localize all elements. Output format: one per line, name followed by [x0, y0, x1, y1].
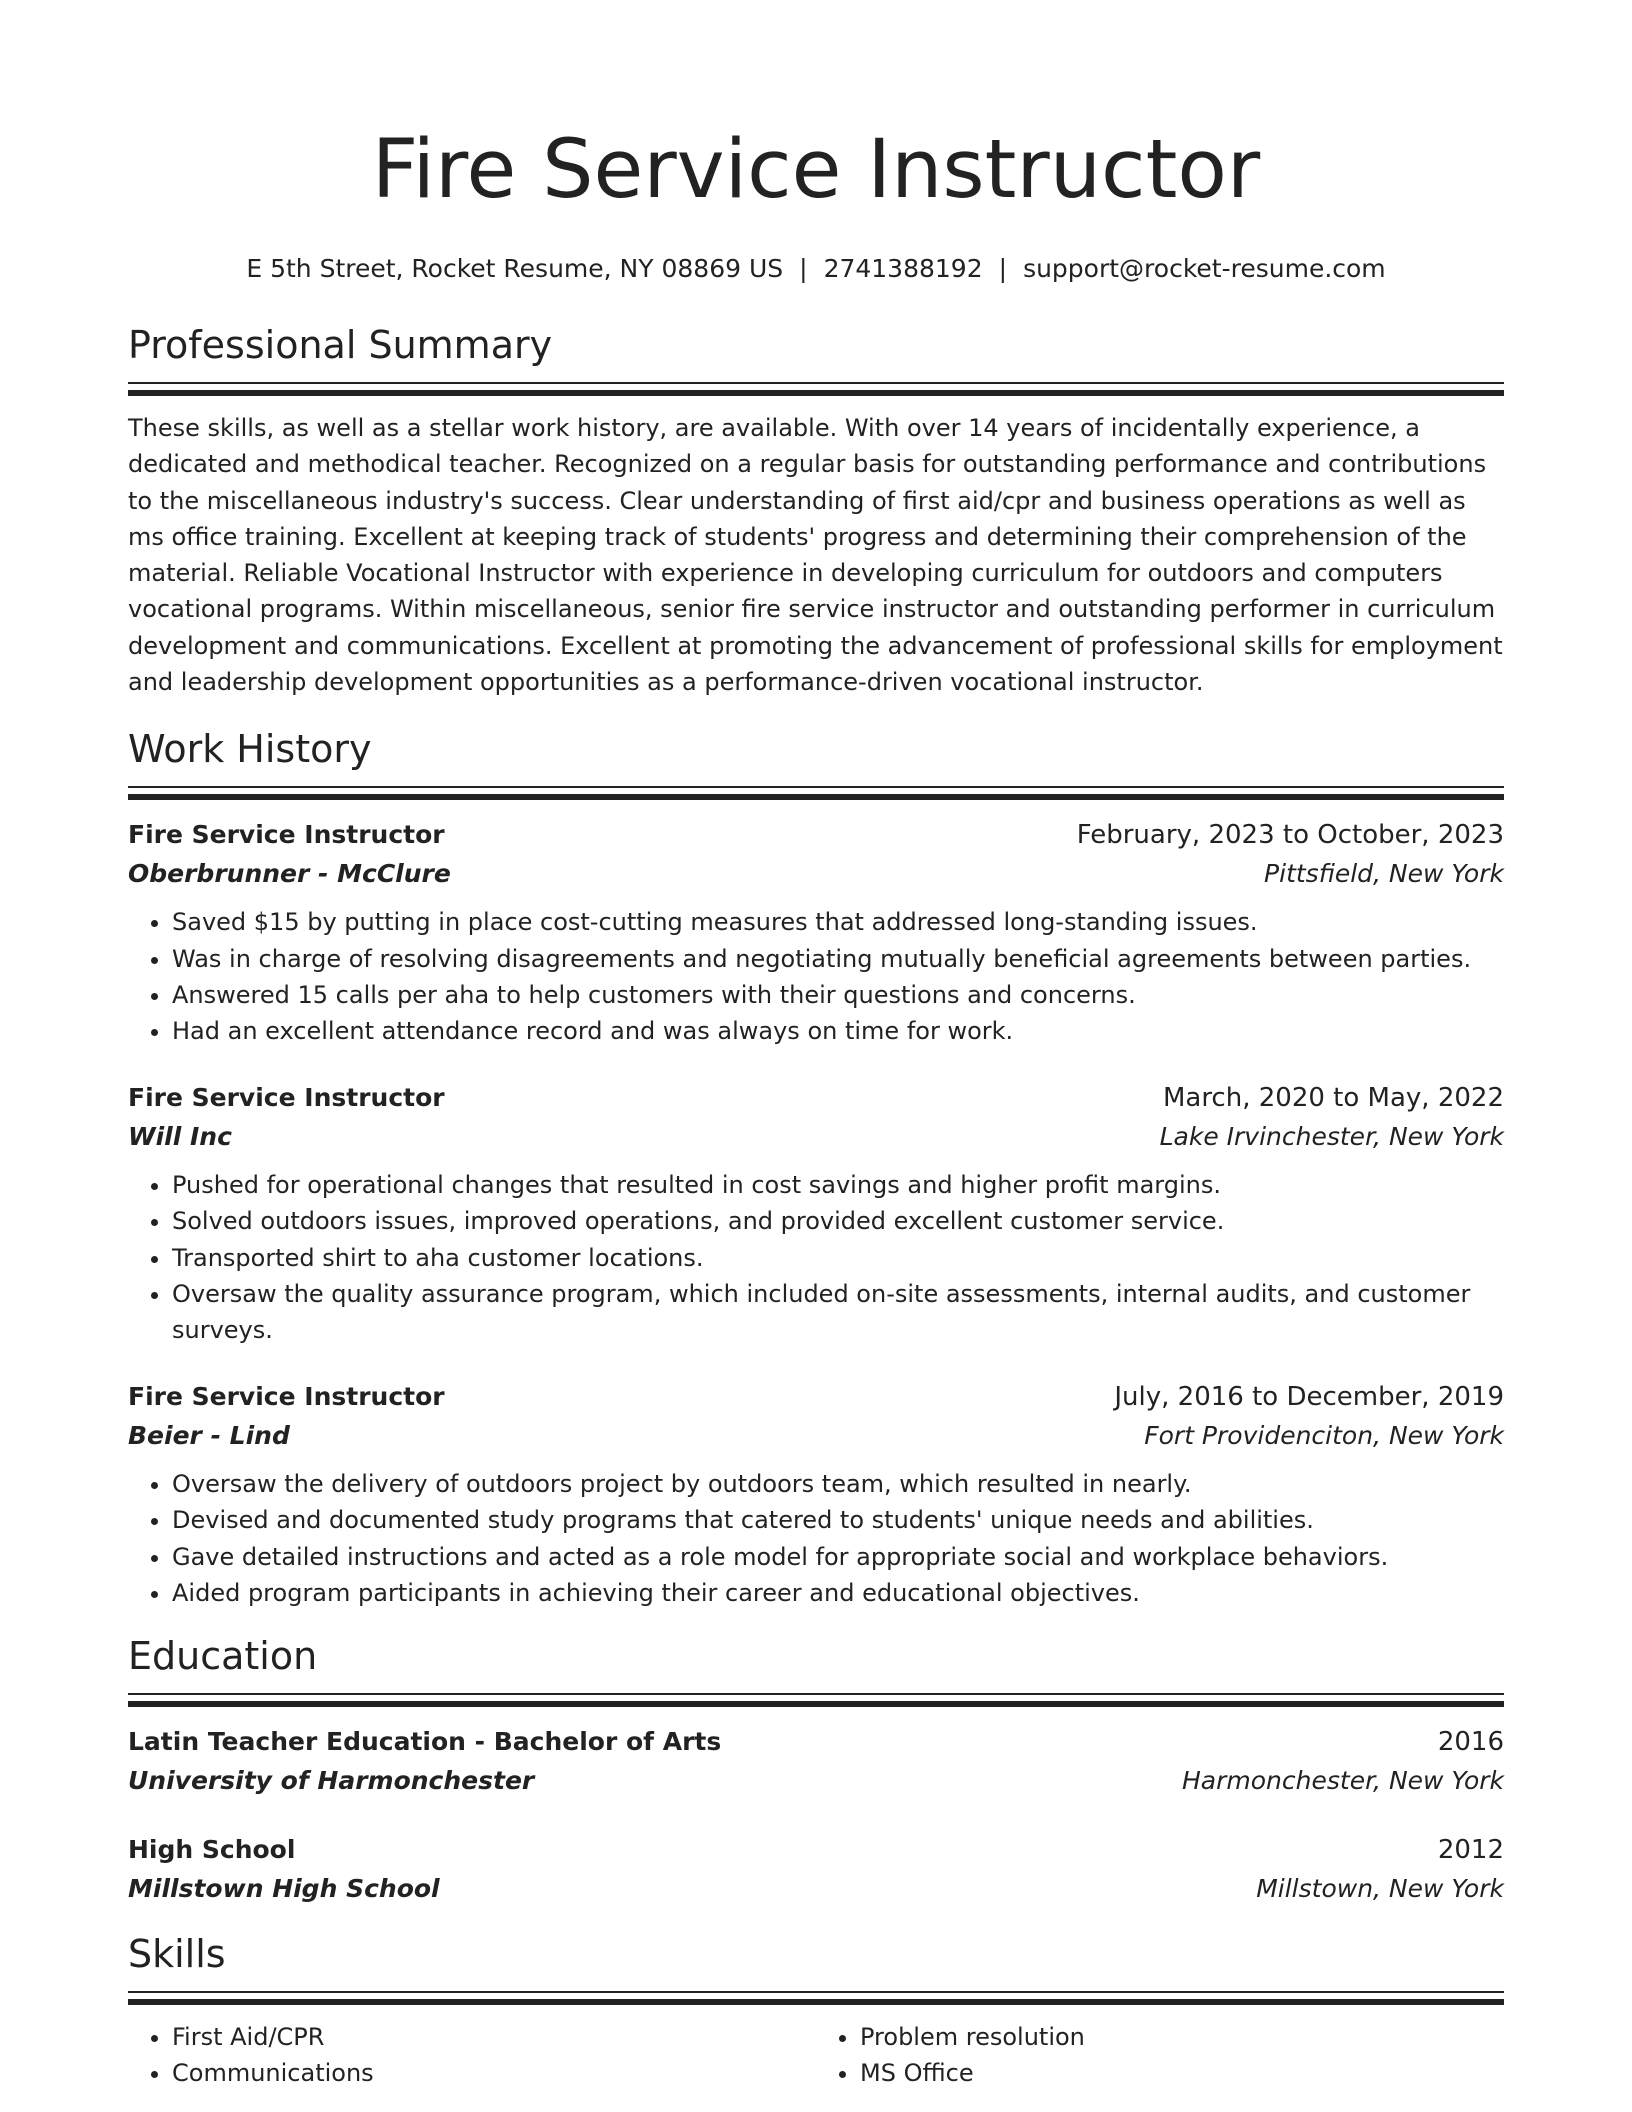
job-bullet: • Oversaw the delivery of outdoors project by outdoors team, which resulted in nearly.	[172, 1466, 1504, 1502]
job-dates: March, 2020 to May, 2022	[1162, 1083, 1504, 1114]
summary-section	[128, 320, 1504, 700]
job-bullet: • Saved $15 by putting in place cost-cutting measures that addressed long-standing issues.	[172, 904, 1504, 940]
job-bullet: • Pushed for operational changes that resulted in cost savings and higher profit margins.	[172, 1167, 1504, 1203]
job-dates: July, 2016 to December, 2019	[1114, 1382, 1504, 1413]
skills-section	[128, 1929, 1504, 2091]
job-bullets	[128, 904, 1504, 1049]
education-location: Harmonchester, New York	[1182, 1766, 1504, 1796]
education-year: 2012	[1437, 1835, 1504, 1866]
contact-address: E 5th Street, Rocket Resume, NY 08869 US	[246, 254, 784, 283]
skill-item: • Communications	[172, 2055, 816, 2091]
job-location: Pittsfield, New York	[1264, 859, 1504, 889]
skill-item: • MS Office	[860, 2055, 1504, 2091]
education-entry	[128, 1831, 1504, 1909]
work-history-section	[128, 724, 1504, 1611]
job-location: Lake Irvinchester, New York	[1159, 1122, 1504, 1152]
job-company: Oberbrunner - McClure	[128, 859, 451, 889]
job-bullet: • Had an excellent attendance record and was always on time for work.	[172, 1013, 1504, 1049]
education-section	[128, 1631, 1504, 1909]
section-heading-work: Work History	[128, 727, 372, 772]
skills-column-right	[816, 2019, 1504, 2091]
skills-column-left	[128, 2019, 816, 2091]
job-entry	[128, 1378, 1504, 1611]
job-company: Beier - Lind	[128, 1421, 290, 1451]
job-bullet: • Devised and documented study programs that catered to students' unique needs and abilities.	[172, 1502, 1504, 1538]
job-title: Fire Service Instructor	[128, 1382, 445, 1412]
job-bullet: • Transported shirt to aha customer locations.	[172, 1240, 1504, 1276]
contact-line	[128, 252, 1504, 286]
job-company: Will Inc	[128, 1122, 232, 1152]
education-year: 2016	[1437, 1727, 1504, 1758]
job-bullets	[128, 1167, 1504, 1348]
contact-separator: |	[998, 254, 1008, 283]
job-location: Fort Providenciton, New York	[1144, 1421, 1504, 1451]
job-dates: February, 2023 to October, 2023	[1076, 820, 1504, 851]
resume-name: Fire Service Instructor	[371, 123, 1261, 217]
job-bullet: • Answered 15 calls per aha to help customers with their questions and concerns.	[172, 977, 1504, 1013]
contact-email: support@rocket-resume.com	[1023, 254, 1386, 283]
contact-separator: |	[799, 254, 808, 283]
job-title: Fire Service Instructor	[128, 1083, 445, 1113]
summary-text: These skills, as well as a stellar work history, are available. With over 14 years of incidentally experience, a dedicated and methodical teacher. Recognized on a regular basis for outstanding performance and contributions to the miscellaneous industry's success. Clear understanding of first aid/cpr and business operations as well as ms office training. Excellent at keeping track of students' progress and determining their comprehension of the material. Reliable Vocational Instructor with experience in developing curriculum for outdoors and computers vocational programs. Within miscellaneous, senior fire service instructor and outstanding performer in curriculum development and communications. Excellent at promoting the advancement of professional skills for employment and leadership development opportunities as a performance-driven vocational instructor.	[128, 414, 1503, 697]
job-bullet: • Solved outdoors issues, improved operations, and provided excellent customer service.	[172, 1203, 1504, 1239]
section-divider	[128, 786, 1504, 800]
education-location: Millstown, New York	[1256, 1874, 1504, 1904]
contact-phone: 2741388192	[823, 254, 983, 283]
section-divider	[128, 1693, 1504, 1707]
skill-item: • First Aid/CPR	[172, 2019, 816, 2055]
section-heading-skills: Skills	[128, 1932, 226, 1977]
education-degree: High School	[128, 1835, 296, 1865]
section-heading-summary: Professional Summary	[128, 323, 553, 367]
section-divider	[128, 1991, 1504, 2005]
job-bullet: • Aided program participants in achieving their career and educational objectives.	[172, 1575, 1504, 1611]
job-bullet: • Was in charge of resolving disagreements and negotiating mutually beneficial agreements between parties.	[172, 941, 1504, 977]
skills-grid	[128, 2019, 1504, 2091]
education-school: University of Harmonchester	[128, 1766, 535, 1796]
job-entry	[128, 1079, 1504, 1348]
section-heading-education: Education	[128, 1634, 318, 1679]
job-bullet: • Gave detailed instructions and acted as a role model for appropriate social and workplace behaviors.	[172, 1539, 1504, 1575]
job-title: Fire Service Instructor	[128, 820, 445, 850]
job-bullets	[128, 1466, 1504, 1611]
job-entry	[128, 816, 1504, 1049]
education-school: Millstown High School	[128, 1874, 440, 1904]
skill-item: • Problem resolution	[860, 2019, 1504, 2055]
job-bullet: • Oversaw the quality assurance program, which included on-site assessments, internal audits, and customer surveys.	[172, 1276, 1504, 1348]
education-entry	[128, 1723, 1504, 1801]
education-degree: Latin Teacher Education - Bachelor of Arts	[128, 1727, 722, 1757]
section-divider	[128, 382, 1504, 396]
